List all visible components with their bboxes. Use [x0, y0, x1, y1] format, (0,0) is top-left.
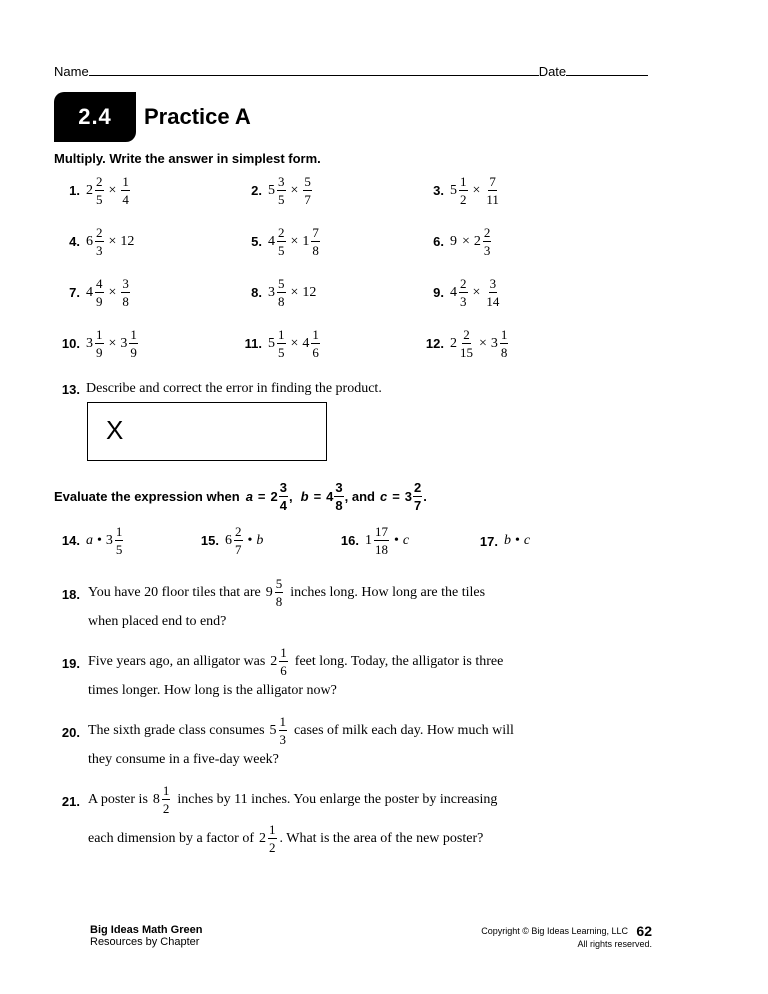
- whole: 6: [225, 532, 232, 548]
- mixed-number: [450, 328, 475, 359]
- x-mark-icon: X: [106, 415, 124, 445]
- whole: 3: [490, 335, 498, 351]
- dot-operator: •: [247, 532, 253, 548]
- fraction: [311, 328, 320, 359]
- comma: ,: [288, 489, 293, 504]
- c-value: [405, 481, 423, 512]
- fraction: [121, 175, 130, 206]
- denominator: 14: [486, 294, 500, 309]
- numerator: 1: [279, 714, 287, 729]
- equals-sign: =: [257, 489, 266, 504]
- question-number: 20.: [61, 725, 80, 740]
- numerator: 7: [489, 174, 496, 189]
- whole: 12: [120, 233, 135, 249]
- fraction: [95, 175, 104, 206]
- problem-number: 9.: [433, 285, 444, 300]
- whole: 9: [450, 233, 457, 249]
- expression: [86, 277, 131, 308]
- expression: [450, 175, 501, 206]
- question-text: A poster is: [88, 791, 148, 807]
- question-text: inches by 11 inches. You enlarge the poster by increasing: [177, 791, 498, 807]
- times-operator: ×: [108, 335, 117, 351]
- name-label: Name: [54, 64, 89, 79]
- b-value: [326, 481, 344, 512]
- mixed-number: [365, 525, 390, 556]
- problem-9: [418, 277, 501, 308]
- numerator: 2: [96, 174, 103, 189]
- problem-4: [54, 226, 135, 257]
- denominator: 4: [122, 192, 129, 207]
- numerator: 5: [278, 276, 285, 291]
- question-text: . What is the area of the new poster?: [279, 830, 484, 846]
- problem-number: 8.: [251, 285, 262, 300]
- denominator: 9: [96, 345, 103, 360]
- mixed-number: [302, 285, 317, 301]
- date-label: Date: [538, 64, 567, 79]
- problem-number: 4.: [69, 234, 80, 249]
- whole: 3: [404, 489, 413, 504]
- denominator: 5: [96, 192, 103, 207]
- question-18: [54, 577, 674, 637]
- problem-2: [236, 175, 313, 206]
- problem-number: 14.: [61, 533, 80, 548]
- fraction: [459, 328, 474, 359]
- whole: 3: [120, 335, 128, 351]
- page-number: 62: [636, 923, 652, 939]
- question-text: Describe and correct the error in finding the product.: [86, 381, 382, 396]
- numerator: 7: [312, 225, 319, 240]
- mixed-number: [266, 577, 285, 608]
- whole: 1: [365, 532, 372, 548]
- equals-sign: =: [313, 489, 322, 504]
- denominator: 8: [312, 243, 319, 258]
- whole: 12: [302, 284, 317, 300]
- whole: 3: [268, 284, 275, 300]
- denominator: 6: [280, 663, 287, 678]
- whole: 4: [268, 233, 275, 249]
- problem-11: [236, 328, 321, 359]
- variable: c: [402, 532, 410, 548]
- whole: 5: [269, 722, 277, 738]
- whole: 4: [450, 284, 457, 300]
- denominator: 3: [96, 243, 103, 258]
- dot-operator: •: [97, 532, 102, 548]
- denominator: 6: [312, 345, 319, 360]
- expression: [268, 328, 321, 359]
- fraction: [459, 175, 468, 206]
- expression: [268, 277, 317, 308]
- fraction: [277, 175, 286, 206]
- variable: b: [504, 533, 511, 548]
- times-operator: ×: [108, 182, 117, 198]
- question-number: 13.: [61, 381, 80, 397]
- times-operator: ×: [108, 233, 117, 249]
- whole: 8: [152, 791, 160, 807]
- footer-subtitle: Resources by Chapter: [90, 936, 200, 948]
- var-a: a: [245, 489, 253, 504]
- whole: 4: [86, 284, 93, 300]
- times-operator: ×: [290, 335, 299, 351]
- whole: 9: [265, 584, 273, 600]
- fraction: [374, 525, 389, 556]
- fraction: [95, 226, 104, 257]
- fraction: [279, 646, 288, 677]
- fraction: [129, 328, 138, 359]
- question-text: when placed end to end?: [88, 614, 227, 629]
- numerator: 4: [96, 276, 103, 291]
- instruction-multiply: Multiply. Write the answer in simplest form.: [54, 151, 321, 166]
- page-title: Practice A: [144, 104, 251, 129]
- mixed-number: [450, 277, 469, 308]
- denominator: 3: [279, 732, 287, 747]
- problem-7: [54, 277, 131, 308]
- denominator: 8: [335, 498, 343, 513]
- fraction: [95, 328, 104, 359]
- mixed-number: [491, 328, 510, 359]
- numerator: 1: [96, 327, 103, 342]
- mixed-number: [120, 328, 139, 359]
- numerator: 5: [304, 174, 311, 189]
- problem-number: 12.: [425, 336, 444, 351]
- numerator: 1: [278, 327, 285, 342]
- problem-number: 1.: [69, 183, 80, 198]
- problem-6: [418, 226, 492, 257]
- fraction: [277, 226, 286, 257]
- numerator: 2: [278, 225, 285, 240]
- dot-operator: •: [515, 533, 520, 548]
- footer-right: [470, 923, 652, 949]
- numerator: 2: [414, 480, 422, 495]
- a-value: [271, 481, 289, 512]
- times-operator: ×: [479, 335, 487, 351]
- numerator: 5: [275, 576, 283, 591]
- numerator: 1: [130, 327, 137, 342]
- fraction: [277, 277, 286, 308]
- question-number: 21.: [61, 794, 80, 809]
- mixed-number: [225, 525, 244, 556]
- mixed-number: [120, 175, 131, 206]
- mixed-number: [268, 277, 287, 308]
- numerator: 2: [483, 225, 491, 240]
- problem-14: [54, 525, 124, 556]
- problem-15: [193, 525, 263, 556]
- variable: b: [256, 532, 264, 548]
- mixed-number: [302, 175, 313, 206]
- mixed-number: [302, 226, 321, 257]
- numerator: 1: [500, 327, 508, 342]
- expression: [450, 226, 492, 257]
- evaluate-lead-text: Evaluate the expression when: [54, 489, 240, 504]
- mixed-number: [120, 234, 135, 250]
- mixed-number: [86, 328, 105, 359]
- expression: [86, 226, 135, 257]
- mixed-number: [302, 328, 321, 359]
- mixed-number: [120, 277, 131, 308]
- denominator: 4: [279, 498, 287, 513]
- denominator: 2: [460, 192, 467, 207]
- whole: 5: [268, 182, 275, 198]
- date-blank[interactable]: [566, 63, 648, 76]
- problem-number: 2.: [251, 183, 262, 198]
- whole: 2: [450, 335, 457, 351]
- instruction-evaluate: [54, 481, 427, 512]
- question-number: 18.: [61, 587, 80, 602]
- question-21: [54, 784, 674, 864]
- mixed-number: [474, 226, 493, 257]
- mixed-number: [268, 328, 287, 359]
- expression: [268, 175, 313, 206]
- period: .: [423, 489, 427, 504]
- denominator: 7: [304, 192, 311, 207]
- problem-number: 15.: [200, 533, 219, 548]
- question-text: they consume in a five-day week?: [88, 752, 279, 767]
- numerator: 3: [335, 480, 343, 495]
- mixed-number: [484, 175, 501, 206]
- expression: [86, 328, 139, 359]
- whole: 3: [105, 532, 113, 548]
- fraction: [413, 481, 422, 512]
- whole: 1: [302, 233, 310, 249]
- fraction: [162, 784, 171, 815]
- denominator: 3: [483, 243, 491, 258]
- fraction: [500, 328, 509, 359]
- numerator: 1: [115, 524, 123, 539]
- numerator: 3: [278, 174, 285, 189]
- denominator: 15: [460, 345, 473, 360]
- denominator: 8: [500, 345, 508, 360]
- denominator: 8: [122, 294, 129, 309]
- times-operator: ×: [290, 284, 299, 300]
- whole: 4: [302, 335, 310, 351]
- problem-number: 16.: [340, 533, 359, 548]
- problem-number: 7.: [69, 285, 80, 300]
- dot-operator: •: [394, 532, 399, 548]
- times-operator: ×: [472, 284, 481, 300]
- whole: 2: [270, 653, 278, 669]
- problem-number: 10.: [61, 336, 80, 351]
- numerator: 1: [269, 822, 276, 837]
- question-20: [54, 715, 674, 775]
- denominator: 7: [414, 498, 422, 513]
- fraction: [311, 226, 320, 257]
- variable: c: [523, 533, 531, 548]
- numerator: 17: [375, 524, 388, 539]
- times-operator: ×: [108, 284, 117, 300]
- whole: 6: [86, 233, 93, 249]
- denominator: 2: [162, 801, 170, 816]
- fraction: [275, 577, 284, 608]
- fraction: [234, 525, 243, 556]
- name-blank[interactable]: [89, 63, 539, 76]
- fraction: [279, 715, 288, 746]
- numerator: 3: [122, 276, 129, 291]
- times-operator: ×: [472, 182, 481, 198]
- denominator: 2: [269, 840, 276, 855]
- expression: [268, 226, 321, 257]
- mixed-number: [270, 715, 289, 746]
- denominator: 9: [96, 294, 103, 309]
- fraction: [485, 175, 500, 206]
- whole: 4: [326, 489, 334, 504]
- fraction: [121, 277, 130, 308]
- fraction: [115, 525, 124, 556]
- footer-book-title: Big Ideas Math Green: [90, 924, 203, 936]
- problem-8: [236, 277, 317, 308]
- problem-3: [418, 175, 501, 206]
- times-operator: ×: [290, 182, 299, 198]
- denominator: 7: [235, 542, 242, 557]
- footer-copyright: Copyright © Big Ideas Learning, LLC: [481, 926, 628, 936]
- expression: [450, 277, 501, 308]
- mixed-number: [259, 823, 278, 854]
- problem-17: [472, 533, 530, 549]
- whole: 2: [270, 489, 278, 504]
- numerator: 1: [460, 174, 467, 189]
- denominator: 18: [375, 542, 388, 557]
- problem-number: 3.: [433, 183, 444, 198]
- denominator: 8: [275, 594, 283, 609]
- times-operator: ×: [290, 233, 299, 249]
- fraction: [268, 823, 277, 854]
- question-text: You have 20 floor tiles that are: [88, 584, 261, 600]
- mixed-number: [86, 226, 105, 257]
- mixed-number: [268, 175, 287, 206]
- whole: 3: [86, 335, 93, 351]
- denominator: 5: [278, 243, 285, 258]
- denominator: 3: [460, 294, 467, 309]
- footer-left: [90, 924, 202, 948]
- fraction: [95, 277, 104, 308]
- whole: 5: [268, 335, 275, 351]
- question-13: [54, 381, 382, 397]
- mixed-number: [450, 234, 458, 250]
- mixed-number: [86, 175, 105, 206]
- mixed-number: [450, 175, 469, 206]
- problem-number: 11.: [244, 336, 262, 351]
- expression: [86, 175, 131, 206]
- whole: 2: [86, 182, 93, 198]
- numerator: 2: [463, 327, 470, 342]
- mixed-number: [153, 784, 172, 815]
- numerator: 3: [279, 480, 287, 495]
- problem-5: [236, 226, 321, 257]
- question-text: The sixth grade class consumes: [88, 722, 265, 738]
- fraction: [485, 277, 500, 308]
- var-c: c: [379, 489, 388, 504]
- denominator: 5: [115, 542, 123, 557]
- denominator: 5: [278, 345, 285, 360]
- fraction: [483, 226, 492, 257]
- numerator: 1: [162, 783, 170, 798]
- problem-12: [418, 328, 509, 359]
- and-text: , and: [344, 489, 375, 504]
- question-text: each dimension by a factor of: [88, 830, 254, 846]
- mixed-number: [86, 277, 105, 308]
- question-text: times longer. How long is the alligator now?: [88, 683, 337, 698]
- mixed-number: [268, 226, 287, 257]
- whole: 2: [259, 830, 266, 846]
- problem-1: [54, 175, 131, 206]
- problem-number: 17.: [479, 533, 498, 549]
- mixed-number: [484, 277, 501, 308]
- error-work-box: [87, 402, 327, 461]
- footer-rights: All rights reserved.: [577, 939, 652, 949]
- var-b: b: [300, 489, 309, 504]
- section-badge: 2.4: [54, 92, 136, 142]
- equals-sign: =: [392, 489, 400, 504]
- numerator: 3: [489, 276, 497, 291]
- problem-number: 5.: [251, 234, 262, 249]
- denominator: 8: [278, 294, 285, 309]
- problem-10: [54, 328, 139, 359]
- fraction: [334, 481, 343, 512]
- fraction: [459, 277, 468, 308]
- mixed-number: [106, 525, 125, 556]
- fraction: [303, 175, 312, 206]
- name-line: [54, 63, 648, 79]
- whole: 2: [473, 233, 481, 249]
- whole: 5: [450, 182, 457, 198]
- numerator: 1: [122, 174, 129, 189]
- denominator: 11: [486, 192, 499, 207]
- problem-16: [333, 525, 409, 556]
- denominator: 9: [130, 345, 137, 360]
- problem-number: 6.: [433, 234, 444, 249]
- fraction: [277, 328, 286, 359]
- question-text: cases of milk each day. How much will: [294, 722, 514, 738]
- times-operator: ×: [462, 233, 470, 249]
- numerator: 1: [280, 645, 287, 660]
- question-number: 19.: [61, 656, 80, 671]
- question-text: inches long. How long are the tiles: [290, 584, 486, 600]
- variable: a: [86, 532, 93, 548]
- question-text: Five years ago, an alligator was: [88, 653, 266, 669]
- mixed-number: [270, 646, 289, 677]
- question-text: feet long. Today, the alligator is three: [294, 653, 504, 669]
- numerator: 2: [460, 276, 467, 291]
- numerator: 2: [235, 524, 242, 539]
- numerator: 1: [312, 327, 319, 342]
- question-19: [54, 646, 674, 706]
- numerator: 2: [96, 225, 103, 240]
- expression: [450, 328, 509, 359]
- fraction: [279, 481, 288, 512]
- denominator: 5: [278, 192, 285, 207]
